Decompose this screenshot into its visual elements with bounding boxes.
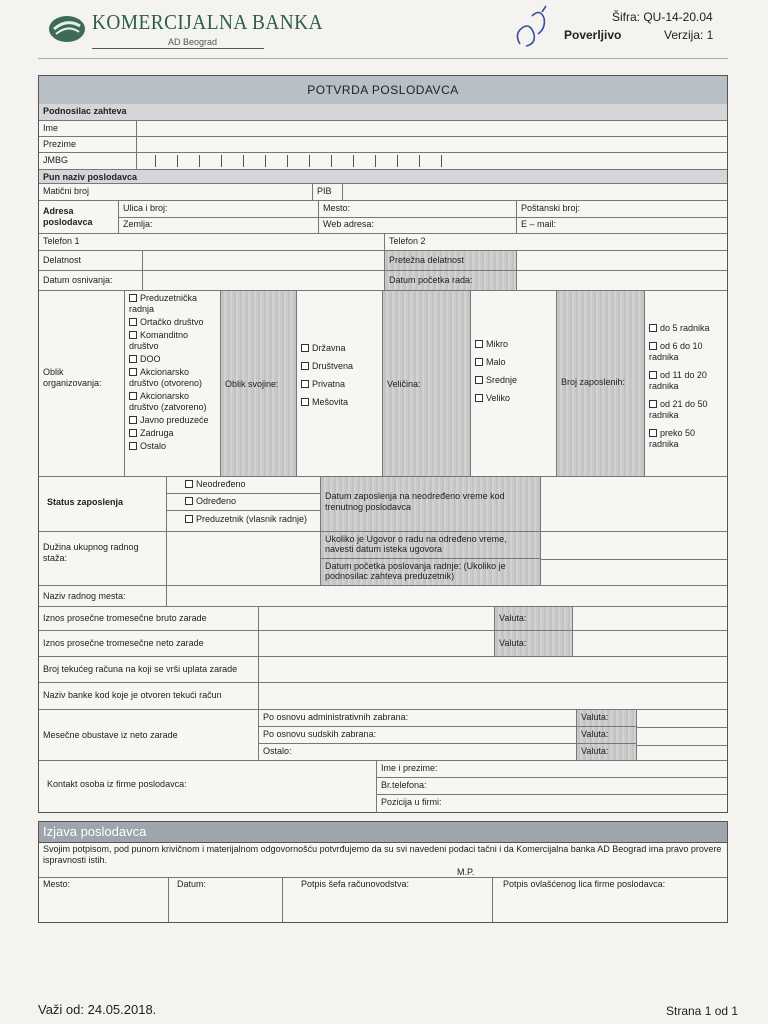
applicant-section-row <box>39 104 727 121</box>
checkbox-icon <box>185 497 193 505</box>
start-date-field[interactable] <box>517 271 727 290</box>
sign-place-label: Mesto: <box>43 879 71 889</box>
jmbg-digit-divider <box>309 155 310 167</box>
pib-field[interactable] <box>343 184 727 200</box>
reg-no-row <box>39 184 727 201</box>
deduction-types <box>259 710 577 760</box>
fixed-term-field[interactable] <box>541 532 727 560</box>
checkbox-icon <box>129 392 137 400</box>
status-option-0[interactable]: Neodređeno <box>167 477 320 494</box>
activity-label: Delatnost <box>39 251 143 270</box>
checkbox-icon <box>649 371 657 379</box>
founded-label: Datum osnivanja: <box>39 271 143 290</box>
checkbox-icon <box>129 294 137 302</box>
employer-certificate-form <box>38 75 728 813</box>
checkbox-icon <box>129 331 137 339</box>
org-option-5[interactable]: Akcionarsko društvo (zatvoreno) <box>129 391 207 412</box>
employees-option-3[interactable]: od 21 do 50 radnika <box>649 399 708 420</box>
jmbg-digit-divider <box>243 155 244 167</box>
declaration-title: Izjava poslodavca <box>43 824 147 839</box>
ownership-option-3[interactable]: Mešovita <box>301 397 378 408</box>
contact-phone-label: Br.telefona: <box>381 780 427 790</box>
other-currency-field[interactable] <box>637 746 727 762</box>
sign-date-field[interactable] <box>169 877 283 922</box>
employees-option-1[interactable]: od 6 do 10 radnika <box>649 341 703 362</box>
name-row <box>39 121 727 137</box>
size-label: Veličina: <box>383 291 471 476</box>
other-currency-label: Valuta: <box>581 746 609 756</box>
gross-row <box>39 607 727 631</box>
employer-name-row <box>39 170 727 184</box>
contact-row <box>39 761 727 813</box>
other-label: Ostalo: <box>263 746 292 756</box>
net-row <box>39 631 727 657</box>
jmbg-field[interactable] <box>137 153 727 169</box>
applicant-section-label: Podnosilac zahteva <box>43 106 127 116</box>
net-label: Iznos prosečne tromesečne neto zarade <box>39 631 259 656</box>
jmbg-digit-divider <box>441 155 442 167</box>
fixed-term-label: Ukoliko je Ugovor o radu na određeno vreme, navesti datum isteka ugovora <box>321 532 540 559</box>
contact-position-field[interactable] <box>377 795 727 812</box>
checkbox-icon <box>649 324 657 332</box>
page-number: Strana 1 od 1 <box>666 1004 739 1018</box>
business-start-label: Datum početka poslovanja radnje: (Ukoliko je podnosilac zahteva preduzetnik) <box>325 561 506 581</box>
address-row <box>39 201 727 234</box>
postal-label: Poštanski broj: <box>521 203 581 213</box>
checkbox-icon <box>129 442 137 450</box>
org-option-0[interactable]: Preduzetnička radnja <box>129 293 198 314</box>
deduction-currency-labels <box>577 710 637 760</box>
checkbox-icon <box>649 429 657 437</box>
position-field[interactable] <box>167 586 727 606</box>
checkbox-icon <box>301 362 309 370</box>
ownership-option-0[interactable]: Državna <box>301 343 378 354</box>
org-form-label: Oblik organizovanja: <box>39 291 125 476</box>
form-title-bar <box>39 76 727 105</box>
court-currency-label: Valuta: <box>577 727 636 744</box>
jmbg-digit-divider <box>353 155 354 167</box>
sign-place-field[interactable] <box>39 877 169 922</box>
tenure-label: Dužina ukupnog radnog staža: <box>39 532 167 585</box>
checkbox-icon <box>301 380 309 388</box>
org-form-options <box>125 291 221 476</box>
bank-label: Naziv banke kod koje je otvoren tekući račun <box>39 683 259 709</box>
name-field[interactable] <box>137 121 727 136</box>
employees-options <box>645 291 727 476</box>
bank-name: KOMERCIJALNA BANKA <box>92 10 324 34</box>
employment-status-label: Status zaposlenja <box>39 477 167 531</box>
org-option-1[interactable]: Ortačko društvo <box>129 317 216 328</box>
header-rule <box>92 48 264 49</box>
bank-field[interactable] <box>259 683 727 709</box>
account-field[interactable] <box>259 657 727 682</box>
employees-option-0[interactable]: do 5 radnika <box>649 323 723 334</box>
jmbg-digit-divider <box>419 155 420 167</box>
org-option-4[interactable]: Akcionarsko društvo (otvoreno) <box>129 367 203 388</box>
bank-logo-icon <box>48 14 86 44</box>
declaration-title-bar <box>39 822 727 843</box>
tenure-field[interactable] <box>167 532 321 585</box>
tenure-row <box>39 532 727 586</box>
signatory-signature-field[interactable] <box>493 877 727 922</box>
size-option-3[interactable]: Veliko <box>475 393 552 404</box>
deduction-currency-fields <box>637 710 727 760</box>
contact-label: Kontakt osoba iz firme poslodavca: <box>39 761 377 813</box>
employees-label: Broj zaposlenih: <box>557 291 645 476</box>
organization-row <box>39 291 727 477</box>
main-activity-field[interactable] <box>517 251 727 270</box>
checkbox-icon <box>475 358 483 366</box>
tenure-info-fields <box>541 532 727 585</box>
net-field[interactable] <box>259 631 495 656</box>
size-option-1[interactable]: Malo <box>475 357 552 368</box>
address-divider <box>119 217 727 218</box>
checkbox-icon <box>301 398 309 406</box>
court-currency-field[interactable] <box>637 728 727 746</box>
email-label: E – mail: <box>521 219 557 229</box>
signatory-signature-label: Potpis ovlašćenog lica firme poslodavca: <box>503 879 666 889</box>
phone-row <box>39 234 727 251</box>
account-label: Broj tekućeg računa na koji se vrši uplata zarade <box>39 657 259 682</box>
org-option-3[interactable]: DOO <box>129 354 216 365</box>
jmbg-digit-divider <box>287 155 288 167</box>
employees-option-4[interactable]: preko 50 radnika <box>649 428 696 449</box>
activity-row <box>39 251 727 271</box>
document-code: Šifra: QU-14-20.04 <box>612 10 713 24</box>
net-currency-field[interactable] <box>573 631 727 656</box>
indefinite-date-field[interactable] <box>541 477 727 531</box>
status-option-2[interactable]: Preduzetnik (vlasnik radnje) <box>167 511 320 530</box>
org-option-7[interactable]: Zadruga <box>129 428 216 439</box>
court-ban-label: Po osnovu sudskih zabrana: <box>259 727 576 744</box>
checkbox-icon <box>649 400 657 408</box>
jmbg-digit-divider <box>221 155 222 167</box>
surname-field[interactable] <box>137 137 727 152</box>
jmbg-digit-divider <box>375 155 376 167</box>
classification-label: Poverljivo <box>564 28 622 42</box>
phone2-label: Telefon 2 <box>389 236 426 246</box>
version-label: Verzija: 1 <box>664 28 714 42</box>
gross-label: Iznos prosečne tromesečne bruto zarade <box>39 607 259 630</box>
employment-status-row <box>39 477 727 532</box>
checkbox-icon <box>475 394 483 402</box>
admin-currency-label: Valuta: <box>577 710 636 727</box>
jmbg-digit-divider <box>265 155 266 167</box>
contact-name-label: Ime i prezime: <box>381 763 438 773</box>
contact-position-label: Pozicija u firmi: <box>381 797 442 807</box>
founded-field[interactable] <box>143 271 385 290</box>
tenure-info <box>321 532 541 585</box>
position-label: Naziv radnog mesta: <box>39 586 167 606</box>
accountant-signature-field[interactable] <box>283 877 493 922</box>
jmbg-digit-divider <box>155 155 156 167</box>
gross-field[interactable] <box>259 607 495 630</box>
bank-subtitle: AD Beograd <box>168 37 218 47</box>
size-option-0[interactable]: Mikro <box>475 339 552 350</box>
checkbox-icon <box>185 515 193 523</box>
employer-declaration <box>38 821 728 923</box>
accountant-signature-label: Potpis šefa računovodstva: <box>301 879 410 889</box>
checkbox-icon <box>475 376 483 384</box>
valid-from: Važi od: 24.05.2018. <box>38 1002 157 1017</box>
size-options <box>471 291 557 476</box>
declaration-text: Svojim potpisom, pod punom krivičnom i materijalnom odgovornošću potvrđujemo da su svi navedeni podaci tačni i da Komercijalna banka AD Beograd ima pravo provere ispravnosti istih. <box>43 844 722 865</box>
pib-label: PIB <box>313 184 343 200</box>
gross-currency-label: Valuta: <box>495 607 573 630</box>
sign-date-label: Datum: <box>177 879 207 889</box>
street-label: Ulica i broj: <box>123 203 168 213</box>
surname-label: Prezime <box>39 137 137 152</box>
country-label: Zemlja: <box>123 219 153 229</box>
name-label: Ime <box>39 121 137 136</box>
activity-field[interactable] <box>143 251 385 270</box>
ownership-options <box>297 291 383 476</box>
seal-label: M.P. <box>457 867 475 877</box>
ownership-option-1[interactable]: Društvena <box>301 361 378 372</box>
net-currency-label: Valuta: <box>495 631 573 656</box>
checkbox-icon <box>649 342 657 350</box>
org-option-2[interactable]: Komanditno društvo <box>129 330 189 351</box>
jmbg-digit-divider <box>199 155 200 167</box>
admin-currency-field[interactable] <box>637 710 727 728</box>
contact-phone-field[interactable] <box>377 778 727 795</box>
checkbox-icon <box>129 416 137 424</box>
phone2-field[interactable] <box>385 234 727 250</box>
ownership-label: Oblik svojine: <box>221 291 297 476</box>
org-option-6[interactable]: Javno preduzeće <box>129 415 216 426</box>
status-option-1[interactable]: Određeno <box>167 494 320 511</box>
org-option-8[interactable]: Ostalo <box>129 441 216 452</box>
account-row <box>39 657 727 683</box>
web-label: Web adresa: <box>323 219 374 229</box>
deductions-label: Mesečne obustave iz neto zarade <box>39 710 259 760</box>
jmbg-digit-divider <box>331 155 332 167</box>
size-option-2[interactable]: Srednje <box>475 375 552 386</box>
checkbox-icon <box>129 318 137 326</box>
jmbg-row <box>39 153 727 170</box>
founded-row <box>39 271 727 291</box>
employees-option-2[interactable]: od 11 do 20 radnika <box>649 370 707 391</box>
start-date-label: Datum početka rada: <box>385 271 517 290</box>
employer-name-label: Pun naziv poslodavca <box>43 172 138 182</box>
checkbox-icon <box>129 368 137 376</box>
reg-no-label: Matični broj <box>39 184 313 200</box>
handwritten-mark <box>512 4 556 58</box>
phone1-field[interactable] <box>39 234 385 250</box>
header-divider <box>38 58 728 59</box>
indefinite-date-label: Datum zaposlenja na neodređeno vreme kod trenutnog poslodavca <box>321 477 541 531</box>
place-label: Mesto: <box>323 203 351 213</box>
status-options <box>167 477 321 531</box>
surname-row <box>39 137 727 153</box>
deductions-row <box>39 710 727 761</box>
bank-row <box>39 683 727 710</box>
phone1-label: Telefon 1 <box>43 236 80 246</box>
position-row <box>39 586 727 607</box>
ownership-option-2[interactable]: Privatna <box>301 379 378 390</box>
checkbox-icon <box>129 429 137 437</box>
address-label: Adresa poslodavca <box>39 201 119 233</box>
jmbg-digit-divider <box>177 155 178 167</box>
contact-name-field[interactable] <box>377 761 727 778</box>
checkbox-icon <box>185 480 193 488</box>
jmbg-digit-divider <box>397 155 398 167</box>
contact-fields <box>377 761 727 813</box>
admin-ban-label: Po osnovu administrativnih zabrana: <box>259 710 576 727</box>
jmbg-label: JMBG <box>39 153 137 169</box>
checkbox-icon <box>129 355 137 363</box>
main-activity-label: Pretežna delatnost <box>385 251 517 270</box>
form-title: POTVRDA POSLODAVCA <box>307 83 459 97</box>
checkbox-icon <box>301 344 309 352</box>
gross-currency-field[interactable] <box>573 607 727 630</box>
checkbox-icon <box>475 340 483 348</box>
business-start-field[interactable] <box>541 560 727 586</box>
